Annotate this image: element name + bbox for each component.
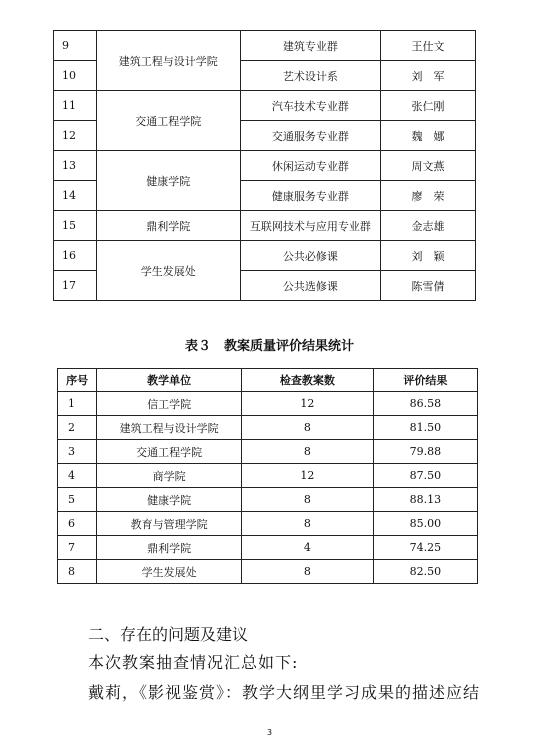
college-cell: 学生发展处 bbox=[96, 241, 240, 301]
unit-cell: 商学院 bbox=[97, 464, 242, 488]
table-row bbox=[58, 392, 478, 416]
score-cell: 88.13 bbox=[373, 488, 477, 512]
index-cell: 2 bbox=[58, 416, 97, 440]
table-row bbox=[54, 151, 476, 181]
table-row bbox=[58, 560, 478, 584]
index-cell: 6 bbox=[58, 512, 97, 536]
table-caption: 表３ 教案质量评价结果统计 bbox=[184, 339, 354, 354]
header-unit: 教学单位 bbox=[97, 369, 242, 392]
group-cell: 休闲运动专业群 bbox=[240, 151, 380, 181]
person-cell: 魏 娜 bbox=[381, 121, 476, 151]
count-cell: 8 bbox=[242, 512, 374, 536]
person-cell: 张仁刚 bbox=[381, 91, 476, 121]
unit-cell: 信工学院 bbox=[97, 392, 242, 416]
unit-cell: 建筑工程与设计学院 bbox=[97, 416, 242, 440]
table-row bbox=[54, 211, 476, 241]
table-row bbox=[58, 440, 478, 464]
row-number: 15 bbox=[54, 211, 97, 241]
evaluation-results-table bbox=[57, 368, 478, 584]
score-cell: 82.50 bbox=[373, 560, 477, 584]
person-cell: 王仕文 bbox=[381, 31, 476, 61]
person-cell: 刘 颖 bbox=[381, 241, 476, 271]
index-cell: 7 bbox=[58, 536, 97, 560]
section-heading: 二、存在的问题及建议 bbox=[88, 625, 249, 644]
person-cell: 周文燕 bbox=[381, 151, 476, 181]
table-row bbox=[58, 416, 478, 440]
row-number: 16 bbox=[54, 241, 97, 271]
table-row bbox=[58, 536, 478, 560]
college-cell: 交通工程学院 bbox=[96, 91, 240, 151]
table-row bbox=[58, 512, 478, 536]
person-cell: 陈雪倩 bbox=[381, 271, 476, 301]
group-cell: 艺术设计系 bbox=[240, 61, 380, 91]
unit-cell: 健康学院 bbox=[97, 488, 242, 512]
college-cell: 健康学院 bbox=[96, 151, 240, 211]
count-cell: 8 bbox=[242, 560, 374, 584]
table-row bbox=[54, 31, 476, 61]
group-cell: 建筑专业群 bbox=[240, 31, 380, 61]
unit-assignment-table bbox=[53, 30, 476, 301]
page-number: 3 bbox=[266, 728, 273, 737]
score-cell: 85.00 bbox=[373, 512, 477, 536]
row-number: 10 bbox=[54, 61, 97, 91]
table-row bbox=[58, 464, 478, 488]
score-cell: 87.50 bbox=[373, 464, 477, 488]
index-cell: 5 bbox=[58, 488, 97, 512]
table-row bbox=[54, 91, 476, 121]
count-cell: 12 bbox=[242, 464, 374, 488]
paragraph-detail: 戴莉，《影视鉴赏》：教学大纲里学习成果的描述应结 bbox=[88, 683, 481, 702]
row-number: 11 bbox=[54, 91, 97, 121]
count-cell: 8 bbox=[242, 440, 374, 464]
count-cell: 8 bbox=[242, 488, 374, 512]
unit-cell: 交通工程学院 bbox=[97, 440, 242, 464]
score-cell: 86.58 bbox=[373, 392, 477, 416]
group-cell: 公共选修课 bbox=[240, 271, 380, 301]
group-cell: 汽车技术专业群 bbox=[240, 91, 380, 121]
person-cell: 廖 荣 bbox=[381, 181, 476, 211]
index-cell: 1 bbox=[58, 392, 97, 416]
header-score: 评价结果 bbox=[373, 369, 477, 392]
college-cell: 鼎利学院 bbox=[96, 211, 240, 241]
table-header-row bbox=[58, 369, 478, 392]
index-cell: 3 bbox=[58, 440, 97, 464]
unit-cell: 鼎利学院 bbox=[97, 536, 242, 560]
row-number: 12 bbox=[54, 121, 97, 151]
row-number: 13 bbox=[54, 151, 97, 181]
index-cell: 8 bbox=[58, 560, 97, 584]
count-cell: 8 bbox=[242, 416, 374, 440]
row-number: 17 bbox=[54, 271, 97, 301]
score-cell: 74.25 bbox=[373, 536, 477, 560]
score-cell: 79.88 bbox=[373, 440, 477, 464]
score-cell: 81.50 bbox=[373, 416, 477, 440]
table-row bbox=[58, 488, 478, 512]
person-cell: 刘 军 bbox=[381, 61, 476, 91]
count-cell: 4 bbox=[242, 536, 374, 560]
college-cell: 建筑工程与设计学院 bbox=[96, 31, 240, 91]
paragraph-summary: 本次教案抽查情况汇总如下: bbox=[88, 653, 299, 672]
group-cell: 互联网技术与应用专业群 bbox=[240, 211, 380, 241]
unit-cell: 教育与管理学院 bbox=[97, 512, 242, 536]
group-cell: 公共必修课 bbox=[240, 241, 380, 271]
row-number: 9 bbox=[54, 31, 97, 61]
table-row bbox=[54, 241, 476, 271]
count-cell: 12 bbox=[242, 392, 374, 416]
person-cell: 金志雄 bbox=[381, 211, 476, 241]
row-number: 14 bbox=[54, 181, 97, 211]
unit-cell: 学生发展处 bbox=[97, 560, 242, 584]
index-cell: 4 bbox=[58, 464, 97, 488]
group-cell: 健康服务专业群 bbox=[240, 181, 380, 211]
group-cell: 交通服务专业群 bbox=[240, 121, 380, 151]
header-count: 检查教案数 bbox=[242, 369, 374, 392]
header-index: 序号 bbox=[58, 369, 97, 392]
